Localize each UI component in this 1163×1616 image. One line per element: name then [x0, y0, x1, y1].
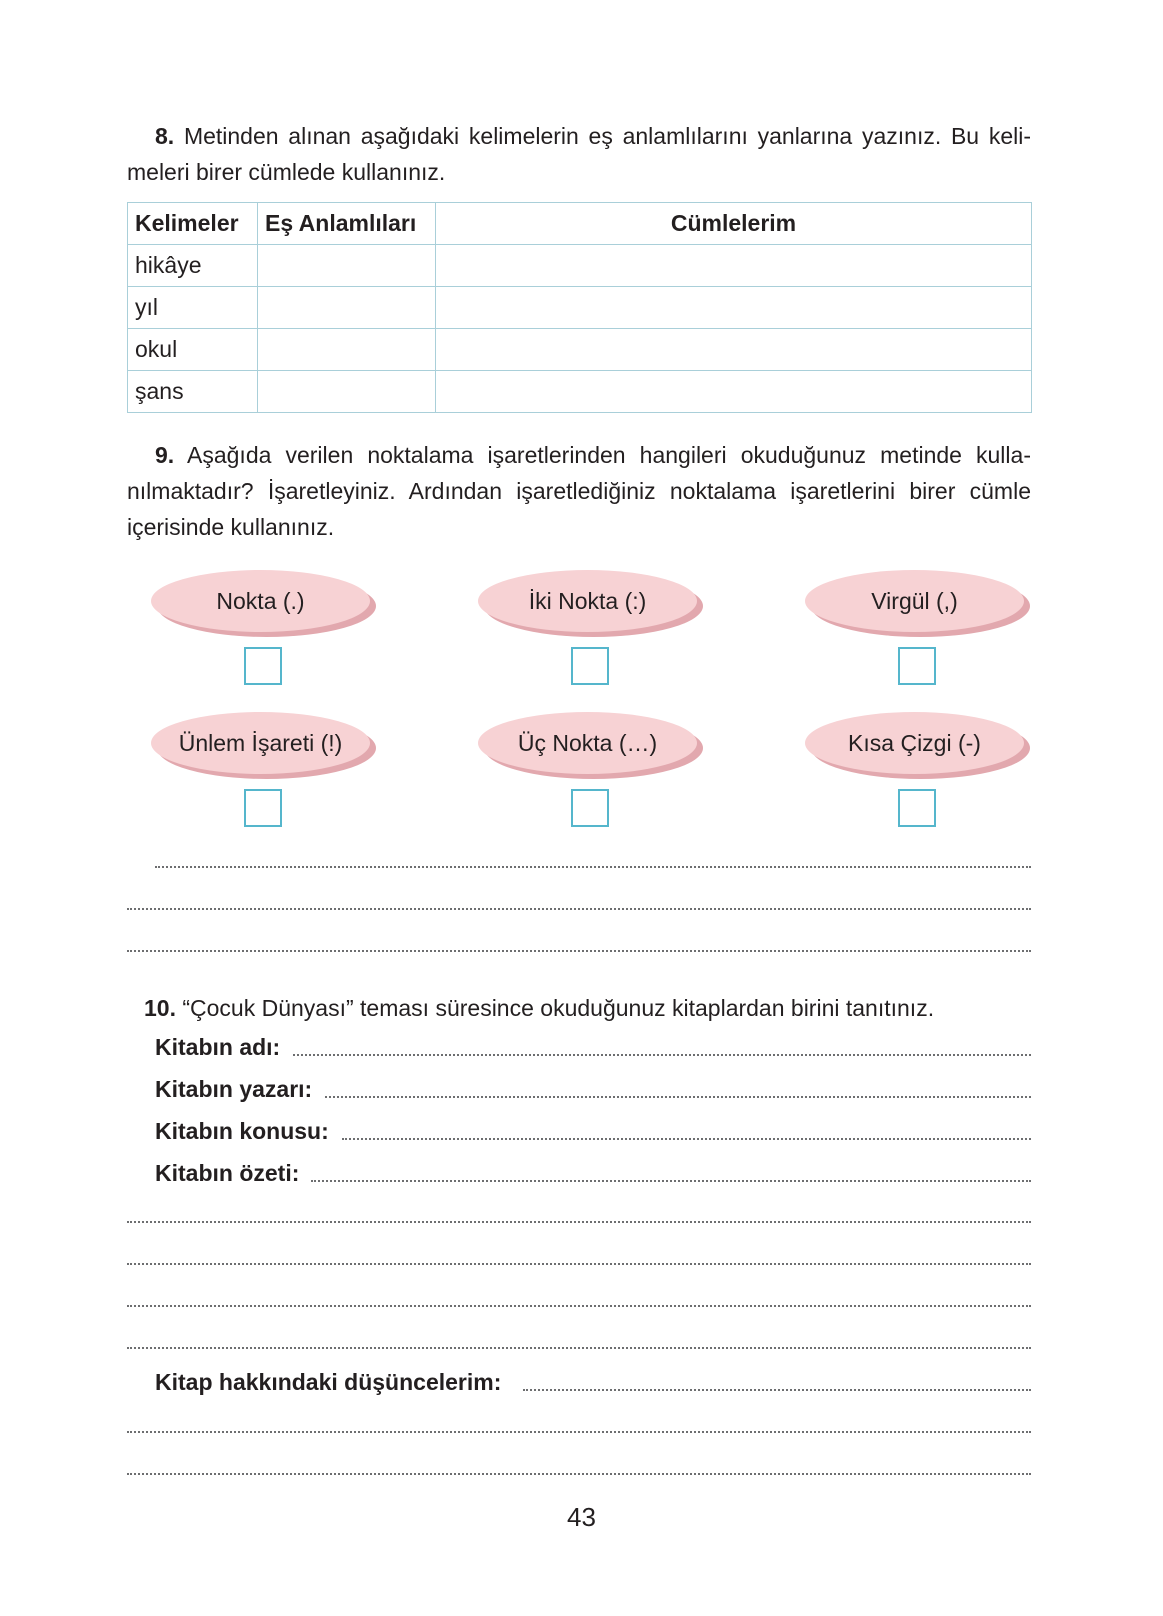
punctuation-label-exclamation: Ünlem İşareti (!)	[151, 712, 376, 780]
book-thoughts-line[interactable]	[523, 1389, 1031, 1391]
word-cell: şans	[128, 371, 258, 413]
book-name-label: Kitabın adı:	[155, 1034, 281, 1060]
header-sentences: Cümlelerim	[436, 203, 1032, 245]
sentence-cell[interactable]	[436, 329, 1032, 371]
punctuation-label-colon: İki Nokta (:)	[478, 570, 703, 638]
checkbox-comma[interactable]	[898, 647, 936, 685]
synonym-cell[interactable]	[258, 371, 436, 413]
answer-line[interactable]	[127, 950, 1031, 952]
table-row	[128, 371, 1032, 413]
answer-line[interactable]	[127, 1431, 1031, 1433]
question-9-text: Aşağıda verilen noktalama işaretlerinden hangileri okuduğunuz metinde kulla-nılmaktadır? İşaretleyiniz. Ardından işaretlediğiniz noktalama işaretlerini birer cümle içerisinde kullanınız.	[127, 442, 1031, 540]
question-8-number: 8.	[155, 123, 175, 149]
book-author-line[interactable]	[325, 1096, 1031, 1098]
answer-line[interactable]	[127, 1221, 1031, 1223]
book-name-line[interactable]	[293, 1054, 1031, 1056]
word-cell: hikâye	[128, 245, 258, 287]
word-cell: yıl	[128, 287, 258, 329]
question-10	[127, 990, 1031, 1026]
book-topic-label: Kitabın konusu:	[155, 1118, 329, 1144]
question-9-number: 9.	[155, 442, 175, 468]
punctuation-label-ellipsis: Üç Nokta (…)	[478, 712, 703, 780]
punctuation-label-dash: Kısa Çizgi (-)	[805, 712, 1030, 780]
table-row	[128, 287, 1032, 329]
sentence-cell[interactable]	[436, 245, 1032, 287]
question-8-text: Metinden alınan aşağıdaki kelimelerin eş anlamlılarını yanlarına yazınız. Bu keli-meleri birer cümlede kullanınız.	[127, 123, 1032, 185]
table-row	[128, 329, 1032, 371]
table-header-row	[128, 203, 1032, 245]
checkbox-colon[interactable]	[571, 647, 609, 685]
sentence-cell[interactable]	[436, 287, 1032, 329]
header-synonyms: Eş Anlamlıları	[258, 203, 436, 245]
book-summary-line[interactable]	[311, 1180, 1031, 1182]
answer-line[interactable]	[127, 1305, 1031, 1307]
answer-line[interactable]	[127, 908, 1031, 910]
word-cell: okul	[128, 329, 258, 371]
book-summary-label: Kitabın özeti:	[155, 1160, 300, 1186]
punctuation-label-period: Nokta (.)	[151, 570, 376, 638]
header-words: Kelimeler	[128, 203, 258, 245]
page-number: 43	[567, 1502, 596, 1532]
checkbox-exclamation[interactable]	[244, 789, 282, 827]
answer-line[interactable]	[155, 866, 1031, 868]
synonym-cell[interactable]	[258, 245, 436, 287]
question-10-number: 10.	[144, 995, 176, 1021]
answer-line[interactable]	[127, 1347, 1031, 1349]
question-10-text: “Çocuk Dünyası” teması süresince okuduğunuz kitaplardan birini tanıtınız.	[182, 995, 935, 1021]
synonym-cell[interactable]	[258, 329, 436, 371]
table-row	[128, 245, 1032, 287]
book-author-label: Kitabın yazarı:	[155, 1076, 313, 1102]
book-topic-line[interactable]	[342, 1138, 1031, 1140]
question-8	[127, 118, 1031, 190]
synonym-table	[127, 202, 1032, 413]
checkbox-period[interactable]	[244, 647, 282, 685]
punctuation-label-comma: Virgül (,)	[805, 570, 1030, 638]
synonym-cell[interactable]	[258, 287, 436, 329]
checkbox-ellipsis[interactable]	[571, 789, 609, 827]
answer-line[interactable]	[127, 1263, 1031, 1265]
answer-line[interactable]	[127, 1473, 1031, 1475]
checkbox-dash[interactable]	[898, 789, 936, 827]
question-9	[127, 437, 1031, 545]
book-thoughts-label: Kitap hakkındaki düşüncelerim:	[155, 1369, 502, 1395]
sentence-cell[interactable]	[436, 371, 1032, 413]
